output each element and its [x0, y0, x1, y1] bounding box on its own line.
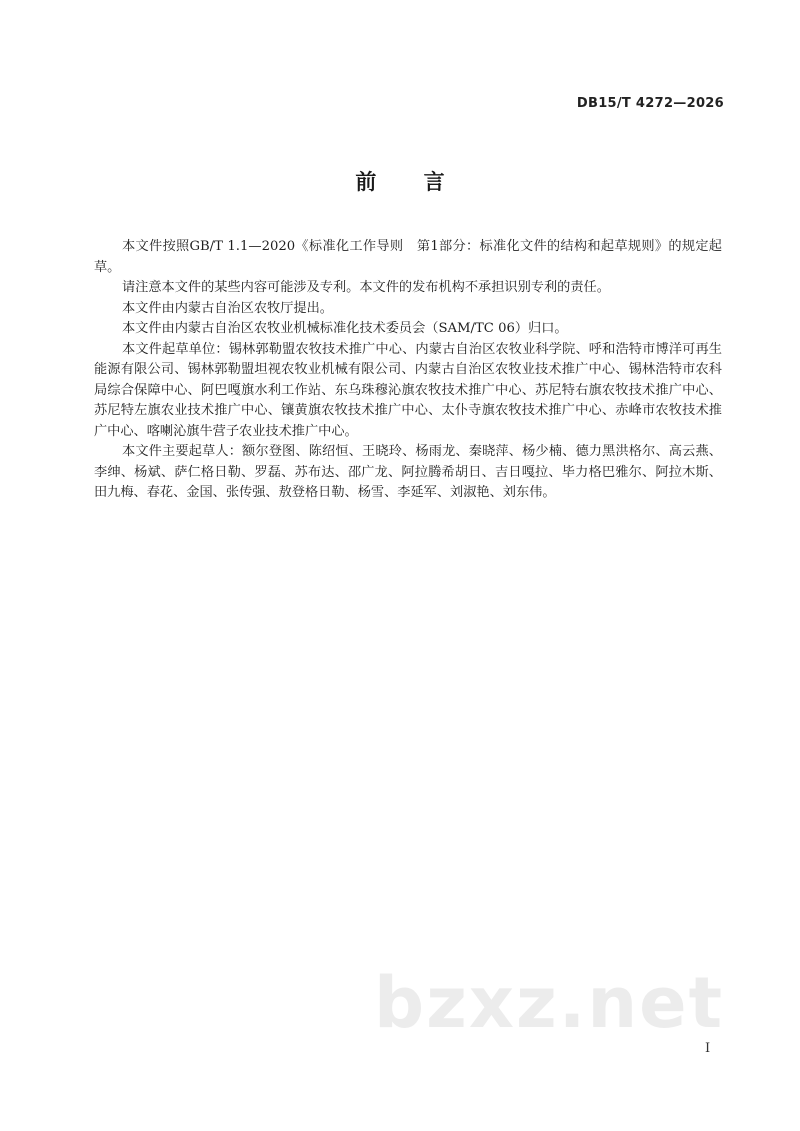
- paragraph-patent-notice: 请注意本文件的某些内容可能涉及专利。本文件的发布机构不承担识别专利的责任。: [122, 280, 610, 295]
- paragraph-drafting-units: 本文件起草单位：锡林郭勒盟农牧技术推广中心、内蒙古自治区农牧业科学院、呼和浩特市博洋可再生能源有限公司、锡林郭勒盟坦视农牧业机械有限公司、内蒙古自治区农牧业技术推广中心、锡林浩特市农科局综合保障中心、阿巴嘎旗水利工作站、东乌珠穆沁旗农牧技术推广中心、苏尼特右旗农牧技术推广中心、苏尼特左旗农业技术推广中心、镶黄旗农牧技术推广中心、太仆寺旗农牧技术推广中心、赤峰市农牧技术推广中心、喀喇沁旗牛营子农业技术推广中心。: [94, 341, 722, 439]
- paragraph-drafting-rules: 本文件按照GB/T 1.1—2020《标准化工作导则 第1部分：标准化文件的结构和起草规则》的规定起草。: [94, 239, 722, 275]
- section-title: 前 言: [355, 170, 465, 194]
- paragraph-proposer: 本文件由内蒙古自治区农牧厅提出。: [122, 300, 333, 316]
- document-code: DB15/T 4272—2026: [576, 96, 724, 111]
- watermark-text: bzxz.net: [374, 962, 725, 1044]
- paragraph-drafters: 本文件主要起草人：额尔登图、陈绍恒、王晓玲、杨雨龙、秦晓萍、杨少楠、德力黑洪格尔、高云燕、李绅、杨斌、萨仁格日勒、罗磊、苏布达、邵广龙、阿拉腾希胡日、吉日嘎拉、毕力格巴雅尔、阿拉木斯、田九梅、春花、金国、张传强、敖登格日勒、杨雪、李延军、刘淑艳、刘东伟。: [94, 444, 722, 500]
- foreword-body: [94, 237, 722, 504]
- page-number: I: [705, 1041, 711, 1056]
- paragraph-committee: 本文件由内蒙古自治区农牧业机械标准化技术委员会（SAM/TC 06）归口。: [122, 321, 568, 336]
